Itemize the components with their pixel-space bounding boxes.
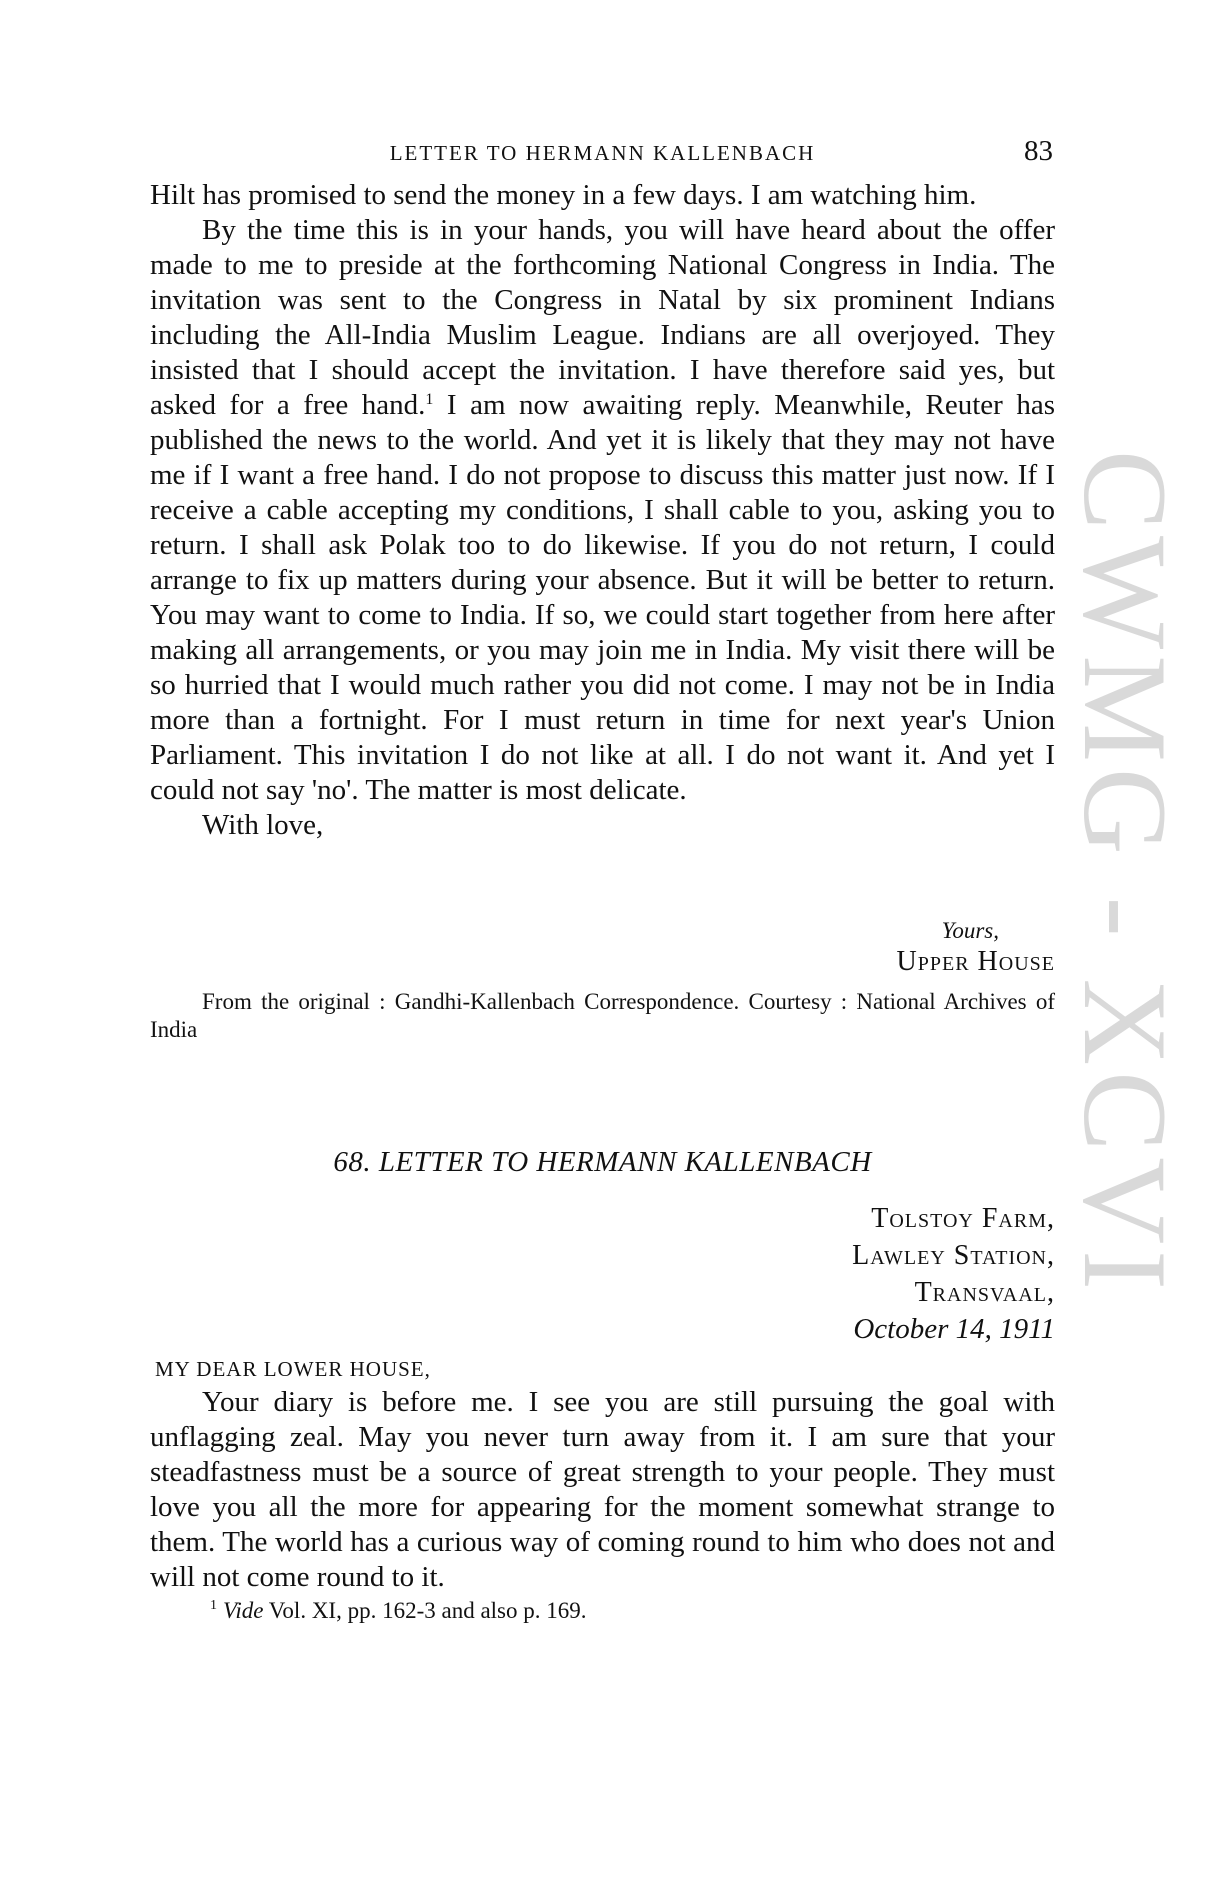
signature: Upper House	[896, 946, 1055, 977]
page-number: 83	[1024, 135, 1053, 167]
paragraph	[150, 213, 1055, 808]
footnote-marker: 1	[210, 1598, 217, 1613]
next-letter-body	[150, 1385, 1055, 1595]
running-title: LETTER TO HERMANN KALLENBACH	[389, 141, 816, 165]
address-line: Transvaal,	[914, 1277, 1055, 1308]
closing: With love,	[202, 809, 324, 841]
footnote-reference: 1	[425, 391, 434, 408]
address-line: Lawley Station,	[852, 1240, 1055, 1271]
paragraph: Your diary is before me. I see you are still pursuing the goal with unflagging zeal. May you never turn away from it. I am sure that your steadfastness must be a source of great strength to your people. They must love you all the more for appearing for the moment somewhat strange to them. The world has a curious way of coming round to him who does not and will not come round to it.	[150, 1386, 1055, 1593]
paragraph-text: I am now awaiting reply. Meanwhile, Reuter has published the news to the world. And yet it is likely that they may not have me if I want a free hand. I do not propose to discuss this matter just now. If I receive a cable accepting my conditions, I shall cable to you, asking you to return. I shall ask Polak too to do likewise. If you do not return, I could arrange to fix up matters during your absence. But it will be better to return. You may want to come to India. If so, we could start together from here after making all arrangements, or you may join me in India. My visit there will be so hurried that I would much rather you did not come. I may not be in India more than a fortnight. For I must return in time for next year's Union Parliament. This invitation I do not like at all. I do not want it. And yet I could not say 'no'. The matter is most delicate.	[150, 389, 1055, 806]
watermark	[1059, 450, 1192, 1450]
salutation: MY DEAR LOWER HOUSE,	[155, 1357, 431, 1381]
paragraph: Hilt has promised to send the money in a few days. I am watching him.	[150, 179, 977, 211]
address-line: Tolstoy Farm,	[871, 1203, 1055, 1234]
paragraph-text: By the time this is in your hands, you will have heard about the offer made to me to preside at the forthcoming National Congress in India. The invitation was sent to the Congress in Natal by six prominent Indians including the All-India Muslim League. Indians are all overjoyed. They insisted that I should accept the invitation. I have therefore said yes, but asked for a free hand.	[150, 214, 1055, 421]
letter-continued-body	[150, 178, 1055, 843]
document-title: 68. LETTER TO HERMANN KALLENBACH	[333, 1146, 872, 1178]
running-head	[150, 135, 1055, 168]
source-note: From the original : Gandhi-Kallenbach Correspondence. Courtesy : National Archives of India	[150, 989, 1055, 1042]
letter-date: October 14, 1911	[853, 1313, 1055, 1345]
yours: Yours,	[941, 918, 999, 943]
footnote-text: Vol. XI, pp. 162-3 and also p. 169.	[263, 1598, 587, 1623]
footnote	[210, 1597, 587, 1625]
footnote-vide: Vide	[223, 1598, 264, 1623]
watermark-text: CWMG - XCVI	[1059, 450, 1192, 1296]
